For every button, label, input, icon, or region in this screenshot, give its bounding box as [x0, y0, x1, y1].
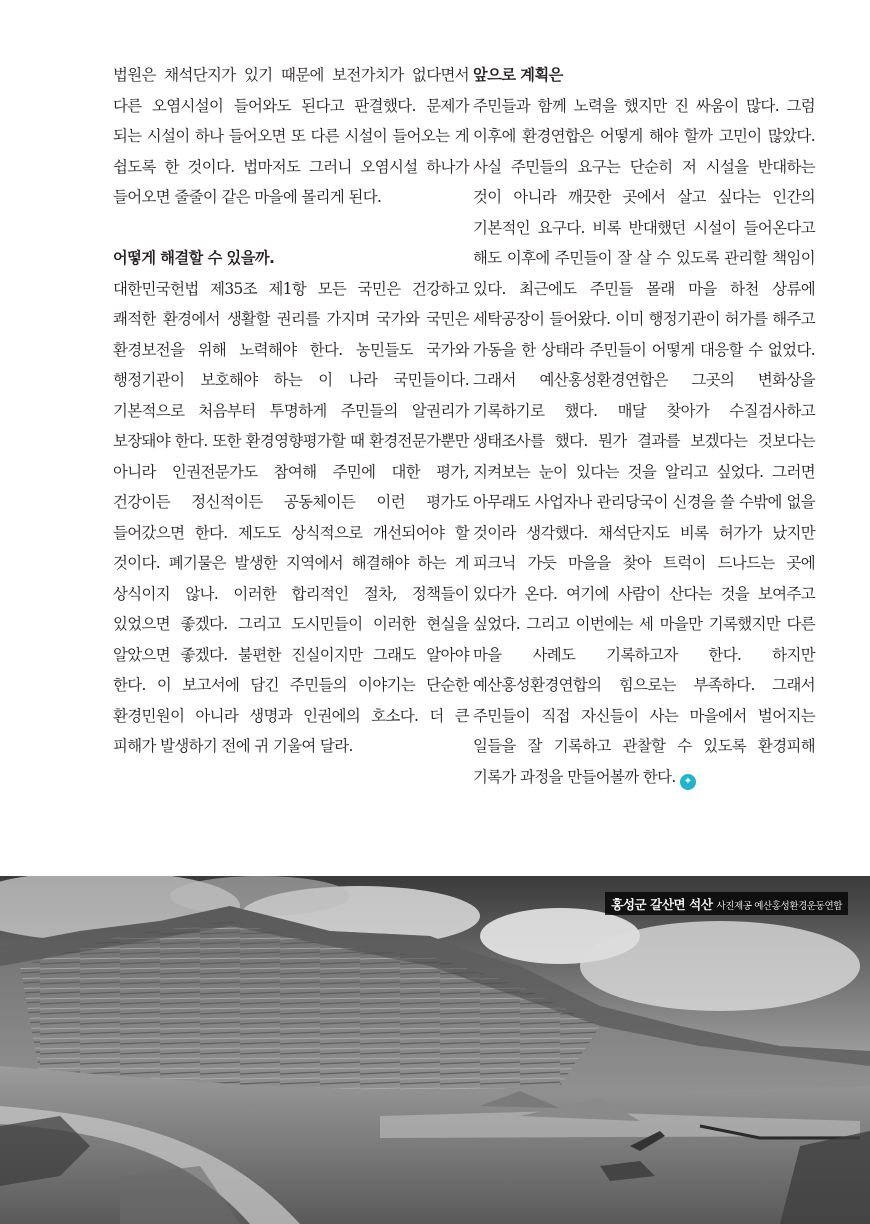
section-heading: 앞으로 계획은	[473, 66, 563, 84]
left-column	[113, 60, 469, 762]
body-paragraph: 법원은 채석단지가 있기 때문에 보전가치가 없다면서 다른 오염시설이 들어와도 된다고 판결했다. 문제가 되는 시설이 하나 들어오면 또 다른 시설이 들어오는 게 쉽도록 한 것이다. 법마저도 그러니 오염시설 하나가 들어오면 줄줄이 같은 마을에 몰리게 된다.	[113, 66, 469, 206]
quarry-photo	[0, 876, 870, 1224]
caption-credit: 사진제공 예산홍성환경운동연합	[716, 901, 842, 912]
end-mark-icon: ✦	[680, 774, 696, 790]
photo-caption	[605, 892, 848, 915]
section-heading: 어떻게 해결할 수 있을까.	[113, 249, 275, 267]
body-paragraph: 주민들과 함께 노력을 했지만 진 싸움이 많다. 그럼 이후에 환경연합은 어떻게 해야 할까 고민이 많았다. 사실 주민들의 요구는 단순히 저 시설을 반대하는 것이 아니라 깨끗한 곳에서 살고 싶다는 인간의 기본적인 요구다. 비록 반대했던 시설이 들어온다고 해도 이후에 주민들이 잘 살 수 있도록 관리할 책임이 있다. 최근에도 주민들 몰래 마을 하천 상류에 세탁공장이 들어왔다. 이미 행정기관이 허가를 해주고 가동을 한 상태라 주민들이 어떻게 대응할 수 없었다. 그래서 예산홍성환경연합은 그곳의 변화상을 기록하기로 했다. 매달 찾아가 수질검사하고 생태조사를 했다. 뭔가 결과를 보겠다는 것보다는 지켜보는 눈이 있다는 것을 알리고 싶었다. 그러면 아무래도 사업자나 관리당국이 신경을 쓸 수밖에 없을 것이라 생각했다. 채석단지도 비록 허가가 났지만 피크닉 가듯 마을을 찾아 트럭이 드나드는 곳에 있다가 온다. 여기에 사람이 산다는 것을 보여주고 싶었다. 그리고 이번에는 세 마을만 기록했지만 다른 마을 사례도 기록하고자 한다. 하지만 예산홍성환경연합의 힘으로는 부족하다. 그래서 주민들이 직접 자신들이 사는 마을에서 벌어지는 일들을 잘 기록하고 관찰할 수 있도록 환경피해 기록가 과정을 만들어볼까 한다. ✦	[473, 91, 815, 793]
caption-location: 홍성군 갈산면 석산	[611, 897, 713, 912]
body-paragraph: 대한민국헌법 제35조 제1항 모든 국민은 건강하고 쾌적한 환경에서 생활할 권리를 가지며 국가와 국민은 환경보전을 위해 노력해야 한다. 농민들도 국가와 행정기관이 보호해야 하는 이 나라 국민들이다. 기본적으로 처음부터 투명하게 주민들의 알권리가 보장돼야 한다. 또한 환경영향평가할 때 환경전문가뿐만 아니라 인권전문가도 참여해 주민에 대한 평가, 건강이든 정신적이든 공동체이든 이런 평가도 들어갔으면 한다. 제도도 상식적으로 개선되어야 할 것이다. 폐기물은 발생한 지역에서 해결해야 하는 게 상식이지 않나. 이러한 합리적인 절차, 정책들이 있었으면 좋겠다. 그리고 도시민들이 이러한 현실을 알았으면 좋겠다. 불편한 진실이지만 그래도 알아야 한다. 이 보고서에 담긴 주민들의 이야기는 단순한 환경민원이 아니라 생명과 인권에의 호소다. 더 큰 피해가 발생하기 전에 귀 기울여 달라.	[113, 279, 469, 755]
right-column	[473, 60, 815, 792]
quarry-landscape-image	[0, 876, 870, 1224]
